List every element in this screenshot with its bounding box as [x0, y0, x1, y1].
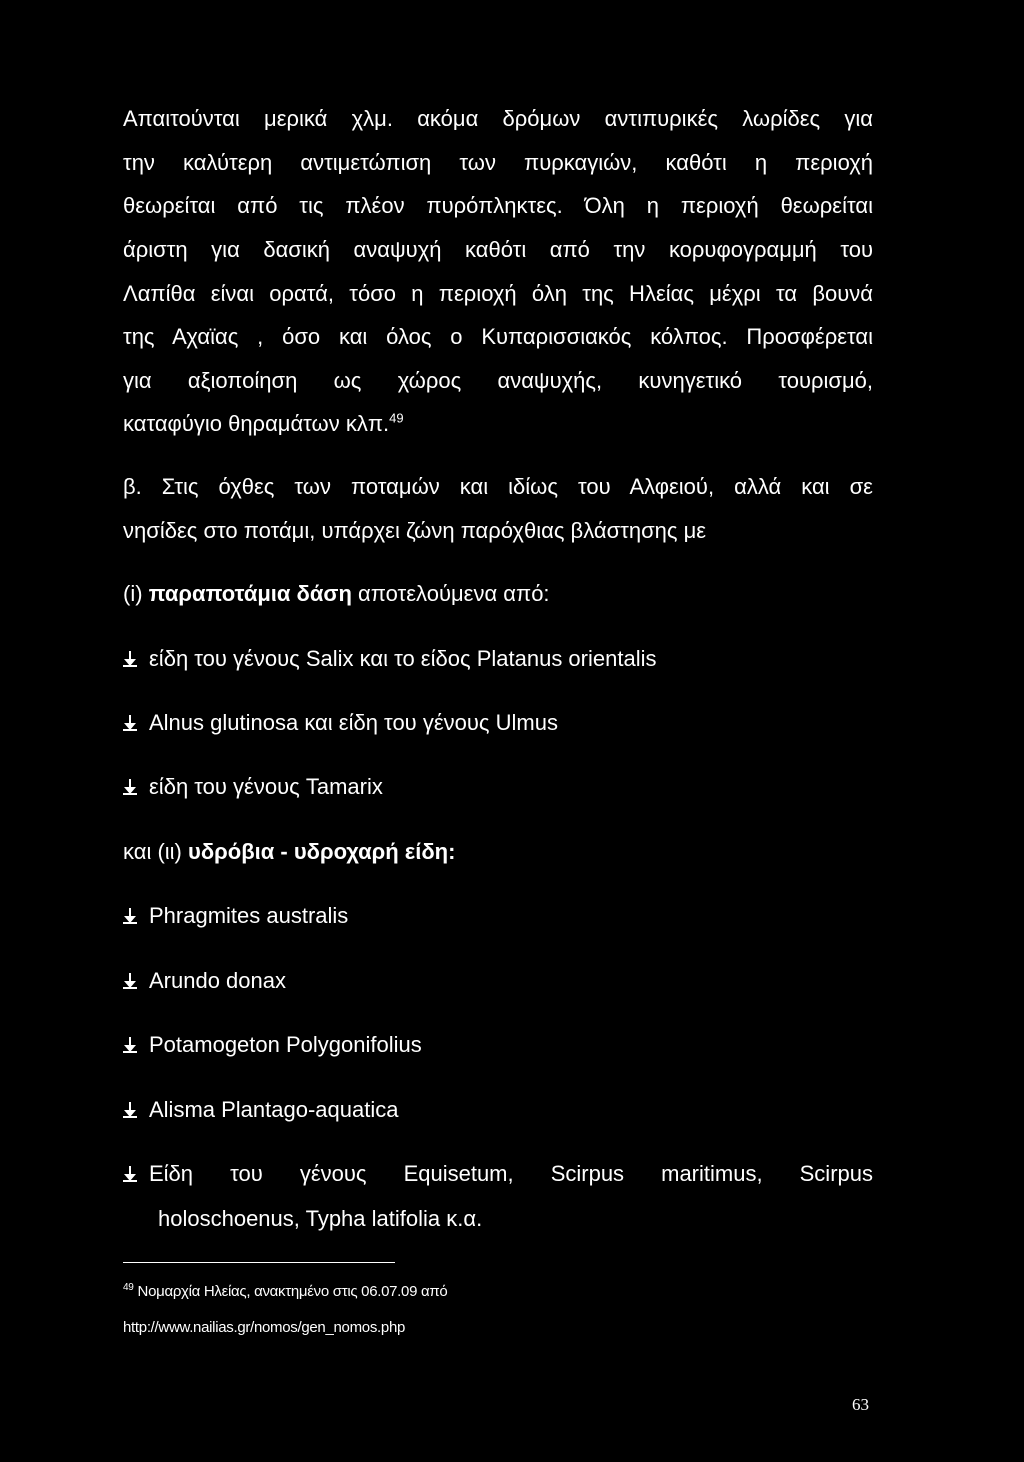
list-item-text: Είδη του γένους Equisetum, Scirpus maritimus, Scirpus — [149, 1161, 873, 1186]
list-item — [123, 1160, 873, 1188]
paragraph-2-line-2: νησίδες στο ποτάμι, υπάρχει ζώνη παρόχθιας βλάστησης με — [123, 518, 707, 543]
footnote-reference: 49 — [389, 410, 404, 426]
paragraph-1-line-8 — [123, 410, 404, 438]
section-i-prefix: (i) — [123, 581, 143, 606]
page-number: 63 — [852, 1395, 869, 1414]
footnote-line-1 — [123, 1282, 447, 1302]
down-arrow-bullet-icon — [123, 1166, 137, 1182]
paragraph-1-line-7: για αξιοποίηση ως χώρος αναψυχής, κυνηγετικό τουρισμό, — [123, 368, 873, 393]
down-arrow-bullet-icon — [123, 973, 137, 989]
paragraph-1-line-6: της Αχαϊας , όσο και όλος ο Κυπαρισσιακός κόλπος. Προσφέρεται — [123, 324, 873, 349]
footnote-separator — [123, 1262, 395, 1263]
list-item-text: Phragmites australis — [149, 903, 349, 928]
list-item — [123, 1096, 398, 1124]
list-item — [123, 709, 558, 737]
list-item-text: Potamogeton Polygonifolius — [149, 1032, 422, 1057]
list-item-text: Alisma Plantago-aquatica — [149, 1097, 399, 1122]
list-item — [123, 967, 286, 995]
list-item — [123, 773, 383, 801]
list-item-text: είδη του γένους Salix και το είδος Platanus orientalis — [149, 646, 657, 671]
footnote-number: 49 — [123, 1282, 134, 1293]
down-arrow-bullet-icon — [123, 715, 137, 731]
list-item — [123, 902, 348, 930]
section-i-heading — [123, 580, 550, 608]
section-i-bold-term: παραποτάμια δάση — [148, 581, 352, 606]
list-item-text: Arundo donax — [149, 968, 286, 993]
footnote-text: Νομαρχία Ηλείας, ανακτημένο στις 06.07.09 από — [137, 1283, 448, 1300]
footnote-url: http://www.nailias.gr/nomos/gen_nomos.php — [123, 1319, 406, 1336]
list-item — [123, 1031, 422, 1059]
list-item-text: Alnus glutinosa και είδη του γένους Ulmus — [149, 710, 558, 735]
section-ii-prefix: και (ιι) — [123, 839, 182, 864]
list-item-continuation: holoschoenus, Typha latifolia κ.α. — [158, 1206, 483, 1231]
section-ii-bold-term: υδρόβια - υδροχαρή είδη: — [188, 839, 456, 864]
paragraph-1-line-5: Λαπίθα είναι ορατά, τόσο η περιοχή όλη της Ηλείας μέχρι τα βουνά — [123, 281, 873, 306]
down-arrow-bullet-icon — [123, 779, 137, 795]
list-item-first-line — [123, 1160, 873, 1188]
down-arrow-bullet-icon — [123, 1037, 137, 1053]
paragraph-1-line-4: άριστη για δασική αναψυχή καθότι από την κορυφογραμμή του — [123, 237, 873, 262]
paragraph-2-line-1: β. Στις όχθες των ποταμών και ιδίως του Αλφειού, αλλά και σε — [123, 474, 873, 499]
paragraph-1-line-2: την καλύτερη αντιμετώπιση των πυρκαγιών, καθότι η περιοχή — [123, 150, 873, 175]
section-ii-heading — [123, 838, 455, 866]
down-arrow-bullet-icon — [123, 908, 137, 924]
paragraph-1-last-text: καταφύγιο θηραμάτων κλπ. — [123, 411, 390, 436]
down-arrow-bullet-icon — [123, 651, 137, 667]
section-i-suffix: αποτελούμενα από: — [358, 581, 550, 606]
paragraph-1-line-3: θεωρείται από τις πλέον πυρόπληκτες. Όλη η περιοχή θεωρείται — [123, 193, 873, 218]
down-arrow-bullet-icon — [123, 1102, 137, 1118]
list-item — [123, 645, 656, 673]
list-item-text: είδη του γένους Tamarix — [149, 774, 383, 799]
paragraph-1-line-1: Απαιτούνται μερικά χλμ. ακόμα δρόμων αντιπυρικές λωρίδες για — [123, 106, 873, 131]
